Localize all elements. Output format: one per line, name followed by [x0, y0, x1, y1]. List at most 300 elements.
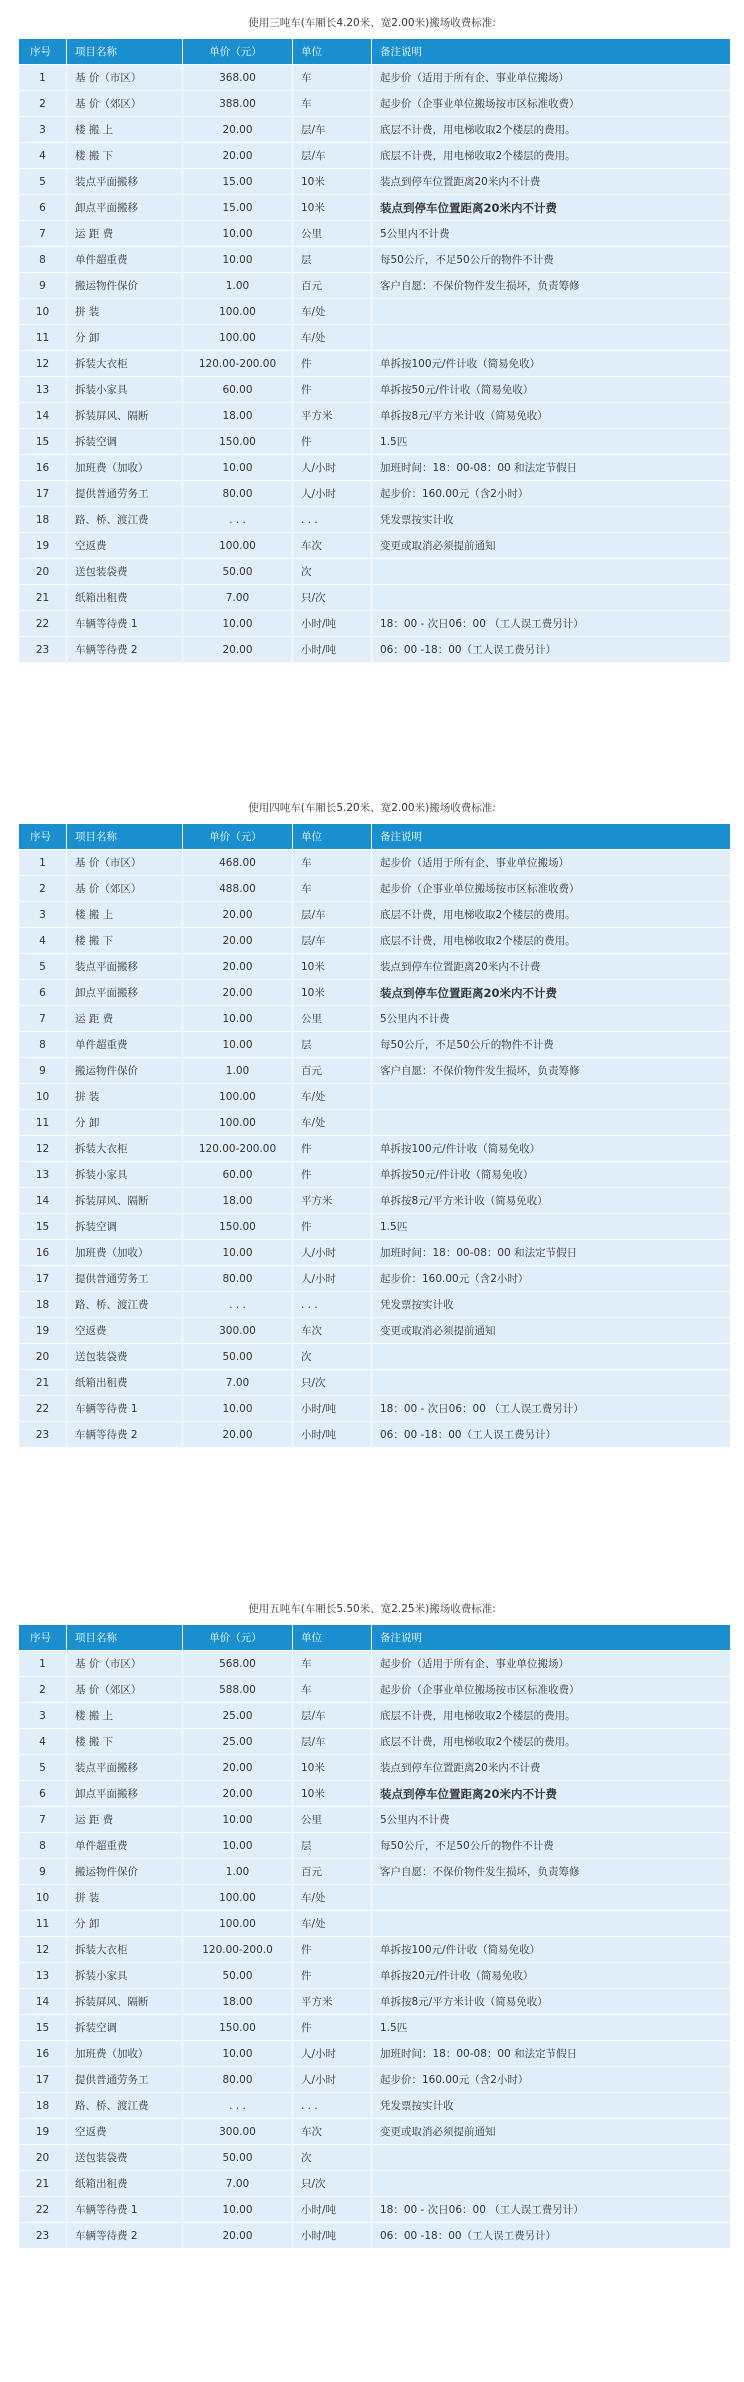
- cell-unit: 小时/吨: [293, 2223, 372, 2249]
- header-item-name: 项目名称: [67, 824, 183, 850]
- table-row: [19, 299, 731, 325]
- table-row: [19, 2223, 731, 2249]
- table-row: [19, 876, 731, 902]
- cell-item-name: 车辆等待费 1: [67, 2197, 183, 2223]
- cell-unit: 人/小时: [293, 2041, 372, 2067]
- cell-serial: 20: [19, 1344, 67, 1370]
- cell-remark: 底层不计费，用电梯收取2个楼层的费用。: [372, 1729, 731, 1755]
- fee-table: [18, 38, 731, 663]
- cell-serial: 20: [19, 559, 67, 585]
- cell-remark: 起步价（适用于所有企、事业单位搬场）: [372, 65, 731, 91]
- cell-unit-price: 100.00: [183, 1110, 293, 1136]
- cell-unit: 车/处: [293, 325, 372, 351]
- table-row: [19, 91, 731, 117]
- cell-serial: 6: [19, 195, 67, 221]
- cell-item-name: 拆装大衣柜: [67, 1937, 183, 1963]
- cell-serial: 11: [19, 1110, 67, 1136]
- table-row: [19, 902, 731, 928]
- cell-item-name: 送包装袋费: [67, 1344, 183, 1370]
- cell-unit: 车次: [293, 1318, 372, 1344]
- cell-remark: 5公里内不计费: [372, 1006, 731, 1032]
- cell-remark: 凭发票按实计收: [372, 507, 731, 533]
- cell-remark: 客户自愿：不保价物件发生损坏，负责筹修: [372, 1859, 731, 1885]
- cell-serial: 5: [19, 169, 67, 195]
- cell-unit: 10米: [293, 169, 372, 195]
- cell-item-name: 基 价（市区）: [67, 1651, 183, 1677]
- cell-serial: 7: [19, 1807, 67, 1833]
- cell-unit-price: 10.00: [183, 247, 293, 273]
- cell-remark: 06：00 -18：00（工人误工费另计）: [372, 637, 731, 663]
- cell-remark: 底层不计费，用电梯收取2个楼层的费用。: [372, 928, 731, 954]
- cell-item-name: 车辆等待费 2: [67, 1422, 183, 1448]
- cell-serial: 9: [19, 1859, 67, 1885]
- cell-unit-price: 468.00: [183, 850, 293, 876]
- table-row: [19, 1911, 731, 1937]
- cell-remark: 5公里内不计费: [372, 221, 731, 247]
- table-row: [19, 1989, 731, 2015]
- cell-unit: 车/处: [293, 1110, 372, 1136]
- cell-unit: . . .: [293, 507, 372, 533]
- cell-remark: 起步价（企事业单位搬场按市区标准收费）: [372, 91, 731, 117]
- cell-unit: 车/处: [293, 1911, 372, 1937]
- cell-serial: 18: [19, 2093, 67, 2119]
- cell-remark: [372, 1885, 731, 1911]
- cell-item-name: 拼 装: [67, 299, 183, 325]
- cell-item-name: 拆装小家具: [67, 1963, 183, 1989]
- cell-unit-price: 100.00: [183, 325, 293, 351]
- cell-unit: 层/车: [293, 143, 372, 169]
- cell-unit-price: 20.00: [183, 954, 293, 980]
- cell-unit: 车: [293, 850, 372, 876]
- cell-serial: 17: [19, 2067, 67, 2093]
- cell-item-name: 单件超重费: [67, 1032, 183, 1058]
- cell-unit-price: 10.00: [183, 455, 293, 481]
- cell-serial: 13: [19, 377, 67, 403]
- cell-unit-price: 20.00: [183, 928, 293, 954]
- cell-unit: 件: [293, 1937, 372, 1963]
- cell-serial: 10: [19, 1885, 67, 1911]
- cell-remark: 起步价：160.00元（含2小时）: [372, 481, 731, 507]
- cell-unit: 10米: [293, 954, 372, 980]
- cell-remark: 每50公斤，不足50公斤的物件不计费: [372, 1833, 731, 1859]
- cell-serial: 16: [19, 455, 67, 481]
- cell-remark: 加班时间：18：00-08：00 和法定节假日: [372, 1240, 731, 1266]
- cell-remark: 单拆按100元/件计收（简易免收）: [372, 1937, 731, 1963]
- cell-unit-price: 80.00: [183, 1266, 293, 1292]
- cell-item-name: 路、桥、渡江费: [67, 507, 183, 533]
- table-row: [19, 1214, 731, 1240]
- cell-item-name: 空返费: [67, 2119, 183, 2145]
- cell-remark: [372, 1370, 731, 1396]
- cell-item-name: 纸箱出租费: [67, 1370, 183, 1396]
- table-row: [19, 2171, 731, 2197]
- cell-unit-price: 50.00: [183, 1344, 293, 1370]
- cell-serial: 12: [19, 1136, 67, 1162]
- cell-serial: 13: [19, 1162, 67, 1188]
- cell-item-name: 楼 搬 上: [67, 1703, 183, 1729]
- cell-unit: 次: [293, 1344, 372, 1370]
- cell-serial: 7: [19, 221, 67, 247]
- cell-unit-price: 10.00: [183, 1032, 293, 1058]
- cell-unit-price: 50.00: [183, 559, 293, 585]
- cell-unit-price: 20.00: [183, 143, 293, 169]
- cell-item-name: 装点平面搬移: [67, 1755, 183, 1781]
- cell-unit: 次: [293, 2145, 372, 2171]
- table-row: [19, 1703, 731, 1729]
- cell-unit: . . .: [293, 1292, 372, 1318]
- cell-unit: 车次: [293, 533, 372, 559]
- cell-serial: 12: [19, 1937, 67, 1963]
- cell-unit-price: 10.00: [183, 1240, 293, 1266]
- table-row: [19, 65, 731, 91]
- cell-remark: 底层不计费，用电梯收取2个楼层的费用。: [372, 117, 731, 143]
- cell-item-name: 搬运物件保价: [67, 273, 183, 299]
- cell-unit: 层: [293, 1032, 372, 1058]
- cell-unit: 只/次: [293, 2171, 372, 2197]
- cell-unit-price: 1.00: [183, 273, 293, 299]
- cell-remark: 单拆按50元/件计收（简易免收）: [372, 1162, 731, 1188]
- cell-remark: 每50公斤，不足50公斤的物件不计费: [372, 247, 731, 273]
- cell-item-name: 拼 装: [67, 1084, 183, 1110]
- cell-remark: 装点到停车位置距离20米内不计费: [372, 954, 731, 980]
- header-unit-price: 单价（元）: [183, 824, 293, 850]
- header-item-name: 项目名称: [67, 39, 183, 65]
- header-remark: 备注说明: [372, 1625, 731, 1651]
- fee-table: [18, 1624, 731, 2249]
- cell-serial: 2: [19, 91, 67, 117]
- cell-unit: 只/次: [293, 585, 372, 611]
- cell-item-name: 拆装小家具: [67, 1162, 183, 1188]
- cell-item-name: 楼 搬 下: [67, 928, 183, 954]
- cell-remark: 起步价：160.00元（含2小时）: [372, 1266, 731, 1292]
- cell-serial: 23: [19, 2223, 67, 2249]
- cell-unit: 人/小时: [293, 481, 372, 507]
- table-row: [19, 1136, 731, 1162]
- table-row: [19, 1292, 731, 1318]
- cell-unit: 人/小时: [293, 2067, 372, 2093]
- cell-unit-price: 120.00-200.00: [183, 351, 293, 377]
- cell-remark: 单拆按8元/平方米计收（简易免收）: [372, 1188, 731, 1214]
- cell-remark: 18：00 - 次日06：00 （工人误工费另计）: [372, 1396, 731, 1422]
- cell-item-name: 楼 搬 下: [67, 1729, 183, 1755]
- cell-item-name: 拆装屏风、隔断: [67, 1989, 183, 2015]
- fee-section-3-ton: [0, 8, 744, 663]
- cell-remark: 加班时间：18：00-08：00 和法定节假日: [372, 455, 731, 481]
- cell-remark: 装点到停车位置距离20米内不计费: [372, 1755, 731, 1781]
- cell-remark: [372, 325, 731, 351]
- table-row: [19, 1370, 731, 1396]
- cell-item-name: 楼 搬 上: [67, 117, 183, 143]
- cell-item-name: 楼 搬 下: [67, 143, 183, 169]
- table-row: [19, 507, 731, 533]
- cell-remark: 起步价（企事业单位搬场按市区标准收费）: [372, 876, 731, 902]
- cell-serial: 4: [19, 928, 67, 954]
- table-row: [19, 1240, 731, 1266]
- cell-serial: 10: [19, 1084, 67, 1110]
- cell-remark: 凭发票按实计收: [372, 2093, 731, 2119]
- cell-unit: 小时/吨: [293, 637, 372, 663]
- cell-remark: 单拆按8元/平方米计收（简易免收）: [372, 1989, 731, 2015]
- table-row: [19, 585, 731, 611]
- cell-serial: 9: [19, 273, 67, 299]
- cell-unit-price: 488.00: [183, 876, 293, 902]
- cell-serial: 19: [19, 2119, 67, 2145]
- cell-unit-price: 1.00: [183, 1058, 293, 1084]
- cell-unit: 10米: [293, 1781, 372, 1807]
- cell-item-name: 车辆等待费 2: [67, 2223, 183, 2249]
- cell-serial: 8: [19, 247, 67, 273]
- cell-item-name: 纸箱出租费: [67, 585, 183, 611]
- table-header-row: [19, 1625, 731, 1651]
- cell-item-name: 基 价（郊区）: [67, 91, 183, 117]
- cell-remark: [372, 299, 731, 325]
- cell-unit: 车: [293, 91, 372, 117]
- table-row: [19, 954, 731, 980]
- fee-table: [18, 823, 731, 1448]
- cell-unit-price: 300.00: [183, 2119, 293, 2145]
- cell-remark: 单拆按100元/件计收（简易免收）: [372, 351, 731, 377]
- cell-serial: 1: [19, 850, 67, 876]
- table-row: [19, 1396, 731, 1422]
- cell-unit: 平方米: [293, 1989, 372, 2015]
- table-row: [19, 2197, 731, 2223]
- cell-serial: 20: [19, 2145, 67, 2171]
- cell-remark: [372, 1344, 731, 1370]
- cell-unit: 车: [293, 1677, 372, 1703]
- table-row: [19, 1110, 731, 1136]
- cell-unit: 层: [293, 247, 372, 273]
- cell-serial: 9: [19, 1058, 67, 1084]
- table-row: [19, 1937, 731, 1963]
- cell-remark: 加班时间：18：00-08：00 和法定节假日: [372, 2041, 731, 2067]
- table-row: [19, 1729, 731, 1755]
- header-remark: 备注说明: [372, 824, 731, 850]
- cell-remark: 客户自愿：不保价物件发生损坏，负责筹修: [372, 273, 731, 299]
- cell-item-name: 车辆等待费 2: [67, 637, 183, 663]
- cell-unit-price: 10.00: [183, 221, 293, 247]
- cell-serial: 2: [19, 876, 67, 902]
- cell-item-name: 分 卸: [67, 1911, 183, 1937]
- table-row: [19, 455, 731, 481]
- cell-unit-price: 10.00: [183, 1396, 293, 1422]
- cell-unit-price: 1.00: [183, 1859, 293, 1885]
- table-row: [19, 1677, 731, 1703]
- cell-unit-price: 7.00: [183, 1370, 293, 1396]
- cell-item-name: 路、桥、渡江费: [67, 1292, 183, 1318]
- cell-unit-price: 50.00: [183, 2145, 293, 2171]
- cell-serial: 2: [19, 1677, 67, 1703]
- table-row: [19, 2067, 731, 2093]
- table-row: [19, 850, 731, 876]
- cell-serial: 7: [19, 1006, 67, 1032]
- cell-serial: 10: [19, 299, 67, 325]
- cell-item-name: 基 价（郊区）: [67, 876, 183, 902]
- cell-serial: 23: [19, 637, 67, 663]
- cell-unit-price: 150.00: [183, 2015, 293, 2041]
- cell-item-name: 运 距 费: [67, 1807, 183, 1833]
- table-row: [19, 1266, 731, 1292]
- cell-unit: 小时/吨: [293, 611, 372, 637]
- header-remark: 备注说明: [372, 39, 731, 65]
- cell-item-name: 送包装袋费: [67, 2145, 183, 2171]
- cell-unit-price: . . .: [183, 2093, 293, 2119]
- cell-item-name: 纸箱出租费: [67, 2171, 183, 2197]
- cell-item-name: 加班费（加收）: [67, 2041, 183, 2067]
- cell-remark: 起步价（企事业单位搬场按市区标准收费）: [372, 1677, 731, 1703]
- cell-unit-price: 18.00: [183, 1989, 293, 2015]
- table-row: [19, 195, 731, 221]
- cell-unit-price: . . .: [183, 1292, 293, 1318]
- cell-item-name: 分 卸: [67, 325, 183, 351]
- cell-serial: 15: [19, 1214, 67, 1240]
- cell-unit: 件: [293, 1963, 372, 1989]
- cell-serial: 21: [19, 2171, 67, 2197]
- table-row: [19, 1032, 731, 1058]
- table-row: [19, 1807, 731, 1833]
- cell-item-name: 空返费: [67, 1318, 183, 1344]
- cell-unit-price: 150.00: [183, 1214, 293, 1240]
- table-row: [19, 325, 731, 351]
- cell-remark: 起步价（适用于所有企、事业单位搬场）: [372, 1651, 731, 1677]
- cell-serial: 22: [19, 2197, 67, 2223]
- cell-unit: 件: [293, 377, 372, 403]
- cell-unit: 件: [293, 351, 372, 377]
- cell-serial: 21: [19, 1370, 67, 1396]
- cell-serial: 8: [19, 1833, 67, 1859]
- cell-unit: 层/车: [293, 1729, 372, 1755]
- cell-serial: 22: [19, 611, 67, 637]
- cell-unit-price: 20.00: [183, 1422, 293, 1448]
- cell-unit: 件: [293, 2015, 372, 2041]
- cell-serial: 22: [19, 1396, 67, 1422]
- cell-item-name: 提供普通劳务工: [67, 2067, 183, 2093]
- cell-serial: 13: [19, 1963, 67, 1989]
- cell-serial: 4: [19, 143, 67, 169]
- cell-unit-price: 18.00: [183, 403, 293, 429]
- cell-unit-price: 300.00: [183, 1318, 293, 1344]
- cell-item-name: 基 价（市区）: [67, 65, 183, 91]
- cell-item-name: 装点平面搬移: [67, 954, 183, 980]
- fee-section-5-ton: [0, 1594, 744, 2249]
- table-row: [19, 273, 731, 299]
- cell-unit: 车: [293, 876, 372, 902]
- cell-unit: 车: [293, 1651, 372, 1677]
- cell-remark: 变更或取消必须提前通知: [372, 533, 731, 559]
- table-row: [19, 429, 731, 455]
- cell-serial: 17: [19, 1266, 67, 1292]
- cell-remark: 18：00 - 次日06：00 （工人误工费另计）: [372, 2197, 731, 2223]
- cell-unit-price: 60.00: [183, 377, 293, 403]
- table-row: [19, 2119, 731, 2145]
- table-row: [19, 247, 731, 273]
- header-unit: 单位: [293, 39, 372, 65]
- cell-serial: 14: [19, 1188, 67, 1214]
- cell-item-name: 基 价（郊区）: [67, 1677, 183, 1703]
- cell-remark: 起步价：160.00元（含2小时）: [372, 2067, 731, 2093]
- cell-item-name: 加班费（加收）: [67, 1240, 183, 1266]
- cell-remark: 1.5匹: [372, 429, 731, 455]
- cell-unit: 车/处: [293, 1885, 372, 1911]
- cell-unit-price: 60.00: [183, 1162, 293, 1188]
- cell-remark: 装点到停车位置距离20米内不计费: [372, 169, 731, 195]
- cell-unit: 件: [293, 429, 372, 455]
- cell-serial: 5: [19, 1755, 67, 1781]
- cell-remark: [372, 1911, 731, 1937]
- section-title: 使用三吨车(车厢长4.20米、宽2.00米)搬场收费标准:: [248, 17, 496, 29]
- cell-serial: 5: [19, 954, 67, 980]
- cell-remark: [372, 2145, 731, 2171]
- table-row: [19, 2015, 731, 2041]
- cell-unit: 小时/吨: [293, 1396, 372, 1422]
- cell-item-name: 分 卸: [67, 1110, 183, 1136]
- cell-remark: 单拆按50元/件计收（简易免收）: [372, 377, 731, 403]
- cell-unit: 件: [293, 1162, 372, 1188]
- cell-remark: 变更或取消必须提前通知: [372, 2119, 731, 2145]
- table-row: [19, 169, 731, 195]
- cell-item-name: 基 价（市区）: [67, 850, 183, 876]
- cell-remark: 装点到停车位置距离20米内不计费: [372, 1781, 731, 1807]
- cell-remark: 变更或取消必须提前通知: [372, 1318, 731, 1344]
- table-row: [19, 1422, 731, 1448]
- cell-item-name: 卸点平面搬移: [67, 980, 183, 1006]
- table-header-row: [19, 824, 731, 850]
- cell-unit-price: 80.00: [183, 481, 293, 507]
- cell-unit: 件: [293, 1136, 372, 1162]
- cell-serial: 19: [19, 533, 67, 559]
- cell-serial: 15: [19, 2015, 67, 2041]
- cell-unit-price: 120.00-200.00: [183, 1136, 293, 1162]
- cell-unit-price: 100.00: [183, 1084, 293, 1110]
- table-row: [19, 1162, 731, 1188]
- cell-serial: 11: [19, 1911, 67, 1937]
- table-row: [19, 481, 731, 507]
- cell-serial: 3: [19, 1703, 67, 1729]
- cell-unit-price: 10.00: [183, 1807, 293, 1833]
- cell-serial: 3: [19, 902, 67, 928]
- cell-serial: 14: [19, 403, 67, 429]
- cell-unit-price: 100.00: [183, 1911, 293, 1937]
- cell-unit: 只/次: [293, 1370, 372, 1396]
- cell-unit-price: 368.00: [183, 65, 293, 91]
- table-row: [19, 1344, 731, 1370]
- cell-unit: 层/车: [293, 1703, 372, 1729]
- cell-serial: 12: [19, 351, 67, 377]
- cell-unit: 小时/吨: [293, 2197, 372, 2223]
- table-row: [19, 1318, 731, 1344]
- table-row: [19, 1833, 731, 1859]
- cell-unit: 10米: [293, 195, 372, 221]
- cell-unit-price: 10.00: [183, 2041, 293, 2067]
- cell-item-name: 楼 搬 上: [67, 902, 183, 928]
- cell-item-name: 卸点平面搬移: [67, 1781, 183, 1807]
- table-row: [19, 1651, 731, 1677]
- cell-remark: 凭发票按实计收: [372, 1292, 731, 1318]
- table-row: [19, 611, 731, 637]
- cell-serial: 8: [19, 1032, 67, 1058]
- cell-unit-price: 588.00: [183, 1677, 293, 1703]
- cell-unit: 10米: [293, 980, 372, 1006]
- cell-remark: 底层不计费，用电梯收取2个楼层的费用。: [372, 902, 731, 928]
- cell-item-name: 拆装小家具: [67, 377, 183, 403]
- table-row: [19, 403, 731, 429]
- cell-unit-price: 20.00: [183, 1781, 293, 1807]
- table-row: [19, 1084, 731, 1110]
- cell-remark: 起步价（适用于所有企、事业单位搬场）: [372, 850, 731, 876]
- cell-remark: 底层不计费，用电梯收取2个楼层的费用。: [372, 1703, 731, 1729]
- cell-item-name: 车辆等待费 1: [67, 611, 183, 637]
- cell-unit: 公里: [293, 1807, 372, 1833]
- cell-unit: 百元: [293, 1058, 372, 1084]
